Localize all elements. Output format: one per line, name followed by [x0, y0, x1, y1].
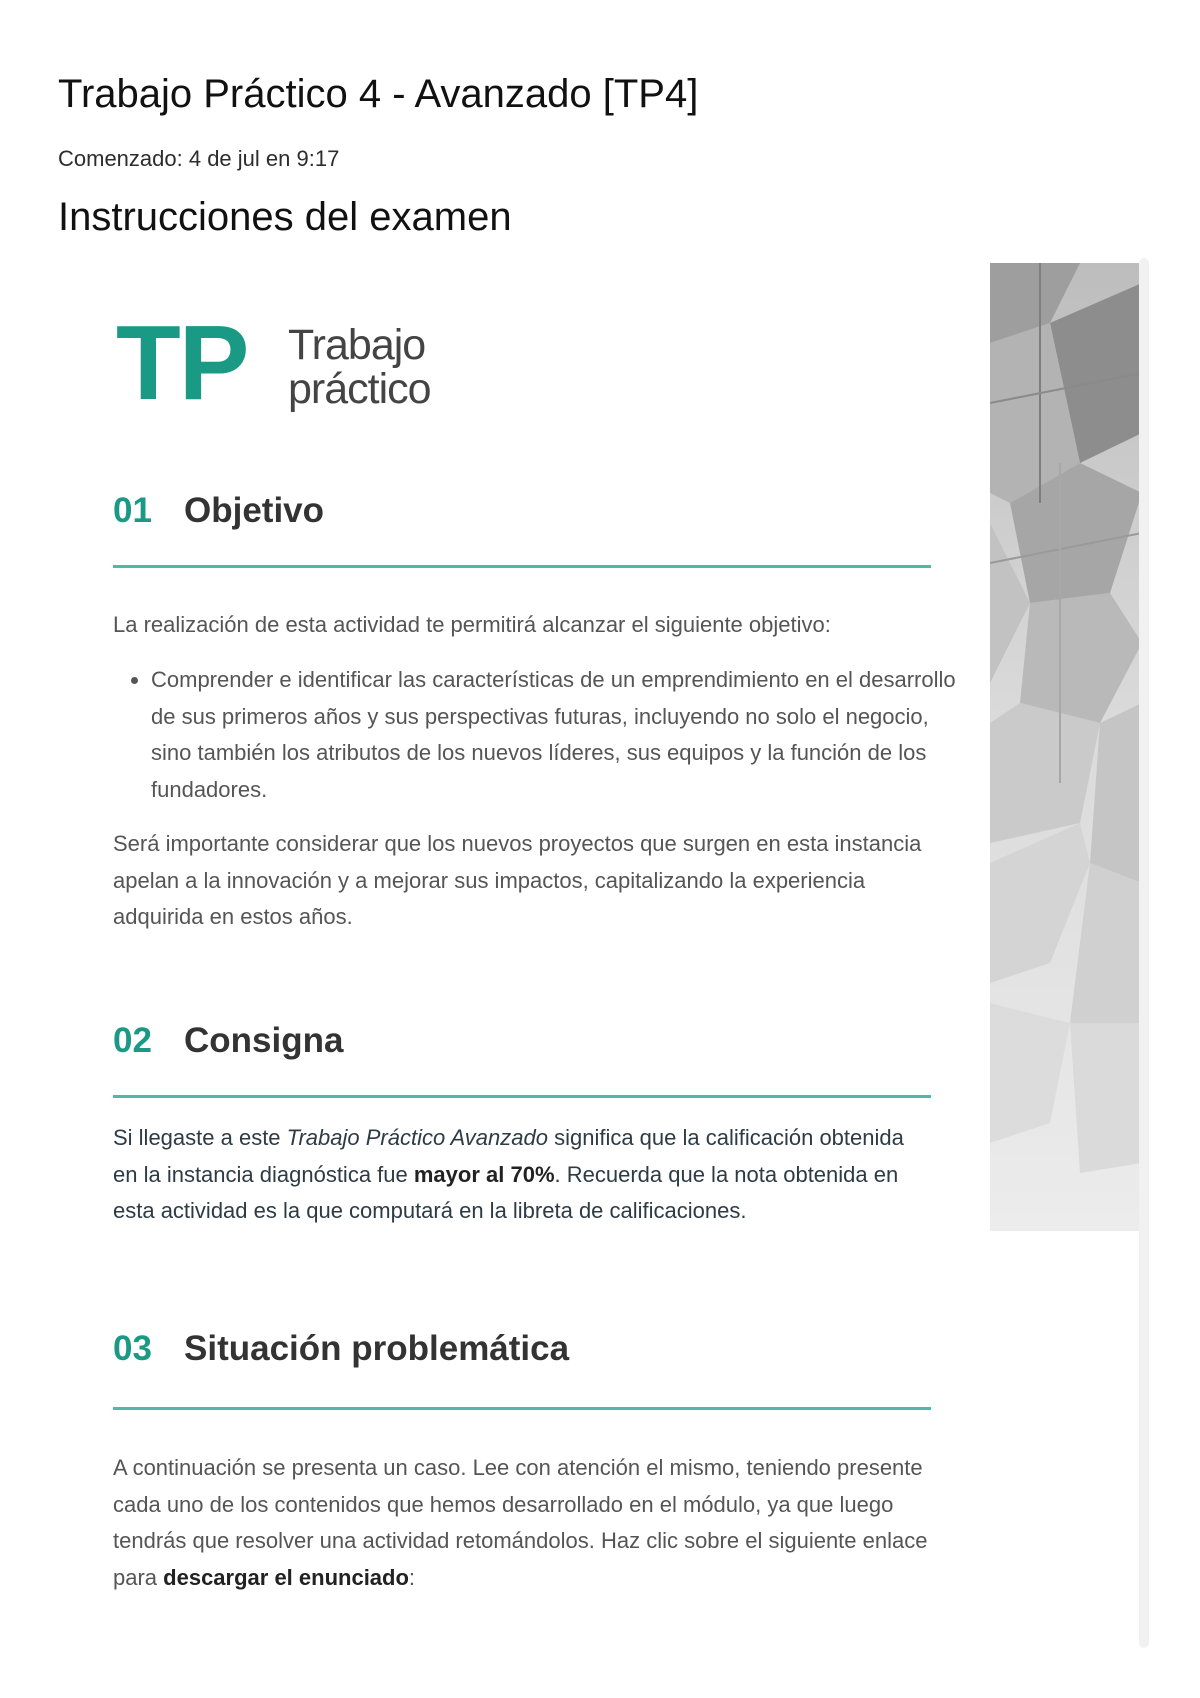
consigna-text-part: . Recuerda que la nota obtenida en esta actividad es la que computará en la libreta de calificaciones.: [113, 1161, 899, 1223]
instructions-heading: Instrucciones del examen: [58, 195, 512, 239]
section-title: Objetivo: [184, 491, 325, 530]
section-number: 03: [113, 1329, 152, 1368]
section-number: 02: [113, 1021, 152, 1060]
page-title: Trabajo Práctico 4 - Avanzado [TP4]: [58, 72, 699, 116]
logo-text-line1: Trabajo: [288, 321, 426, 369]
list-item: • Comprender e identificar las características de un emprendimiento en el desarrollo de sus primeros años y sus perspectivas futuras, incluyendo no solo el negocio, sino también los atributos de los nuevos líderes, sus equipos y la función de los fundadores.: [151, 662, 969, 808]
started-timestamp: Comenzado: 4 de jul en 9:17: [58, 146, 340, 171]
section-heading-consigna: [113, 1021, 343, 1061]
section-title: Consigna: [184, 1021, 344, 1060]
section-heading-situacion: [113, 1329, 569, 1369]
situacion-text: [113, 1450, 931, 1596]
situacion-text-part: :: [408, 1564, 416, 1590]
consigna-emphasis: Trabajo Práctico Avanzado: [286, 1125, 548, 1150]
objective-intro: La realización de esta actividad te permitirá alcanzar el siguiente objetivo:: [113, 612, 831, 637]
consigna-strong: mayor al 70%: [413, 1161, 555, 1187]
objective-closing: Será importante considerar que los nuevos proyectos que surgen en esta instancia apelan a la innovación y a mejorar sus impactos, capitalizando la experiencia adquirida en estos años.: [113, 831, 922, 929]
logo-text-line2: práctico: [288, 365, 431, 413]
decorative-side-image: [990, 263, 1142, 1231]
section-number: 01: [113, 491, 152, 530]
objective-list: [113, 662, 969, 808]
consigna-text-part: significa que la calificación obtenida en la instancia diagnóstica fue: [113, 1125, 904, 1187]
consigna-text-part: Si llegaste a este: [113, 1125, 287, 1150]
section-heading-objetivo: [113, 491, 324, 531]
section-title: Situación problemática: [184, 1329, 570, 1368]
section-divider: [113, 1407, 931, 1410]
section-divider: [113, 565, 931, 568]
scrollbar[interactable]: [1139, 258, 1149, 1648]
download-link-text: descargar el enunciado: [163, 1564, 409, 1590]
consigna-text: [113, 1120, 931, 1230]
tp-logo: [116, 304, 456, 422]
section-divider: [113, 1095, 931, 1098]
situacion-text-part: A continuación se presenta un caso. Lee con atención el mismo, teniendo presente cada uno de los contenidos que hemos desarrollado en el módulo, ya que luego tendrás que resolver una actividad retomándolos. Haz clic sobre el siguiente enlace para: [113, 1455, 928, 1590]
logo-mark: TP: [116, 304, 248, 422]
